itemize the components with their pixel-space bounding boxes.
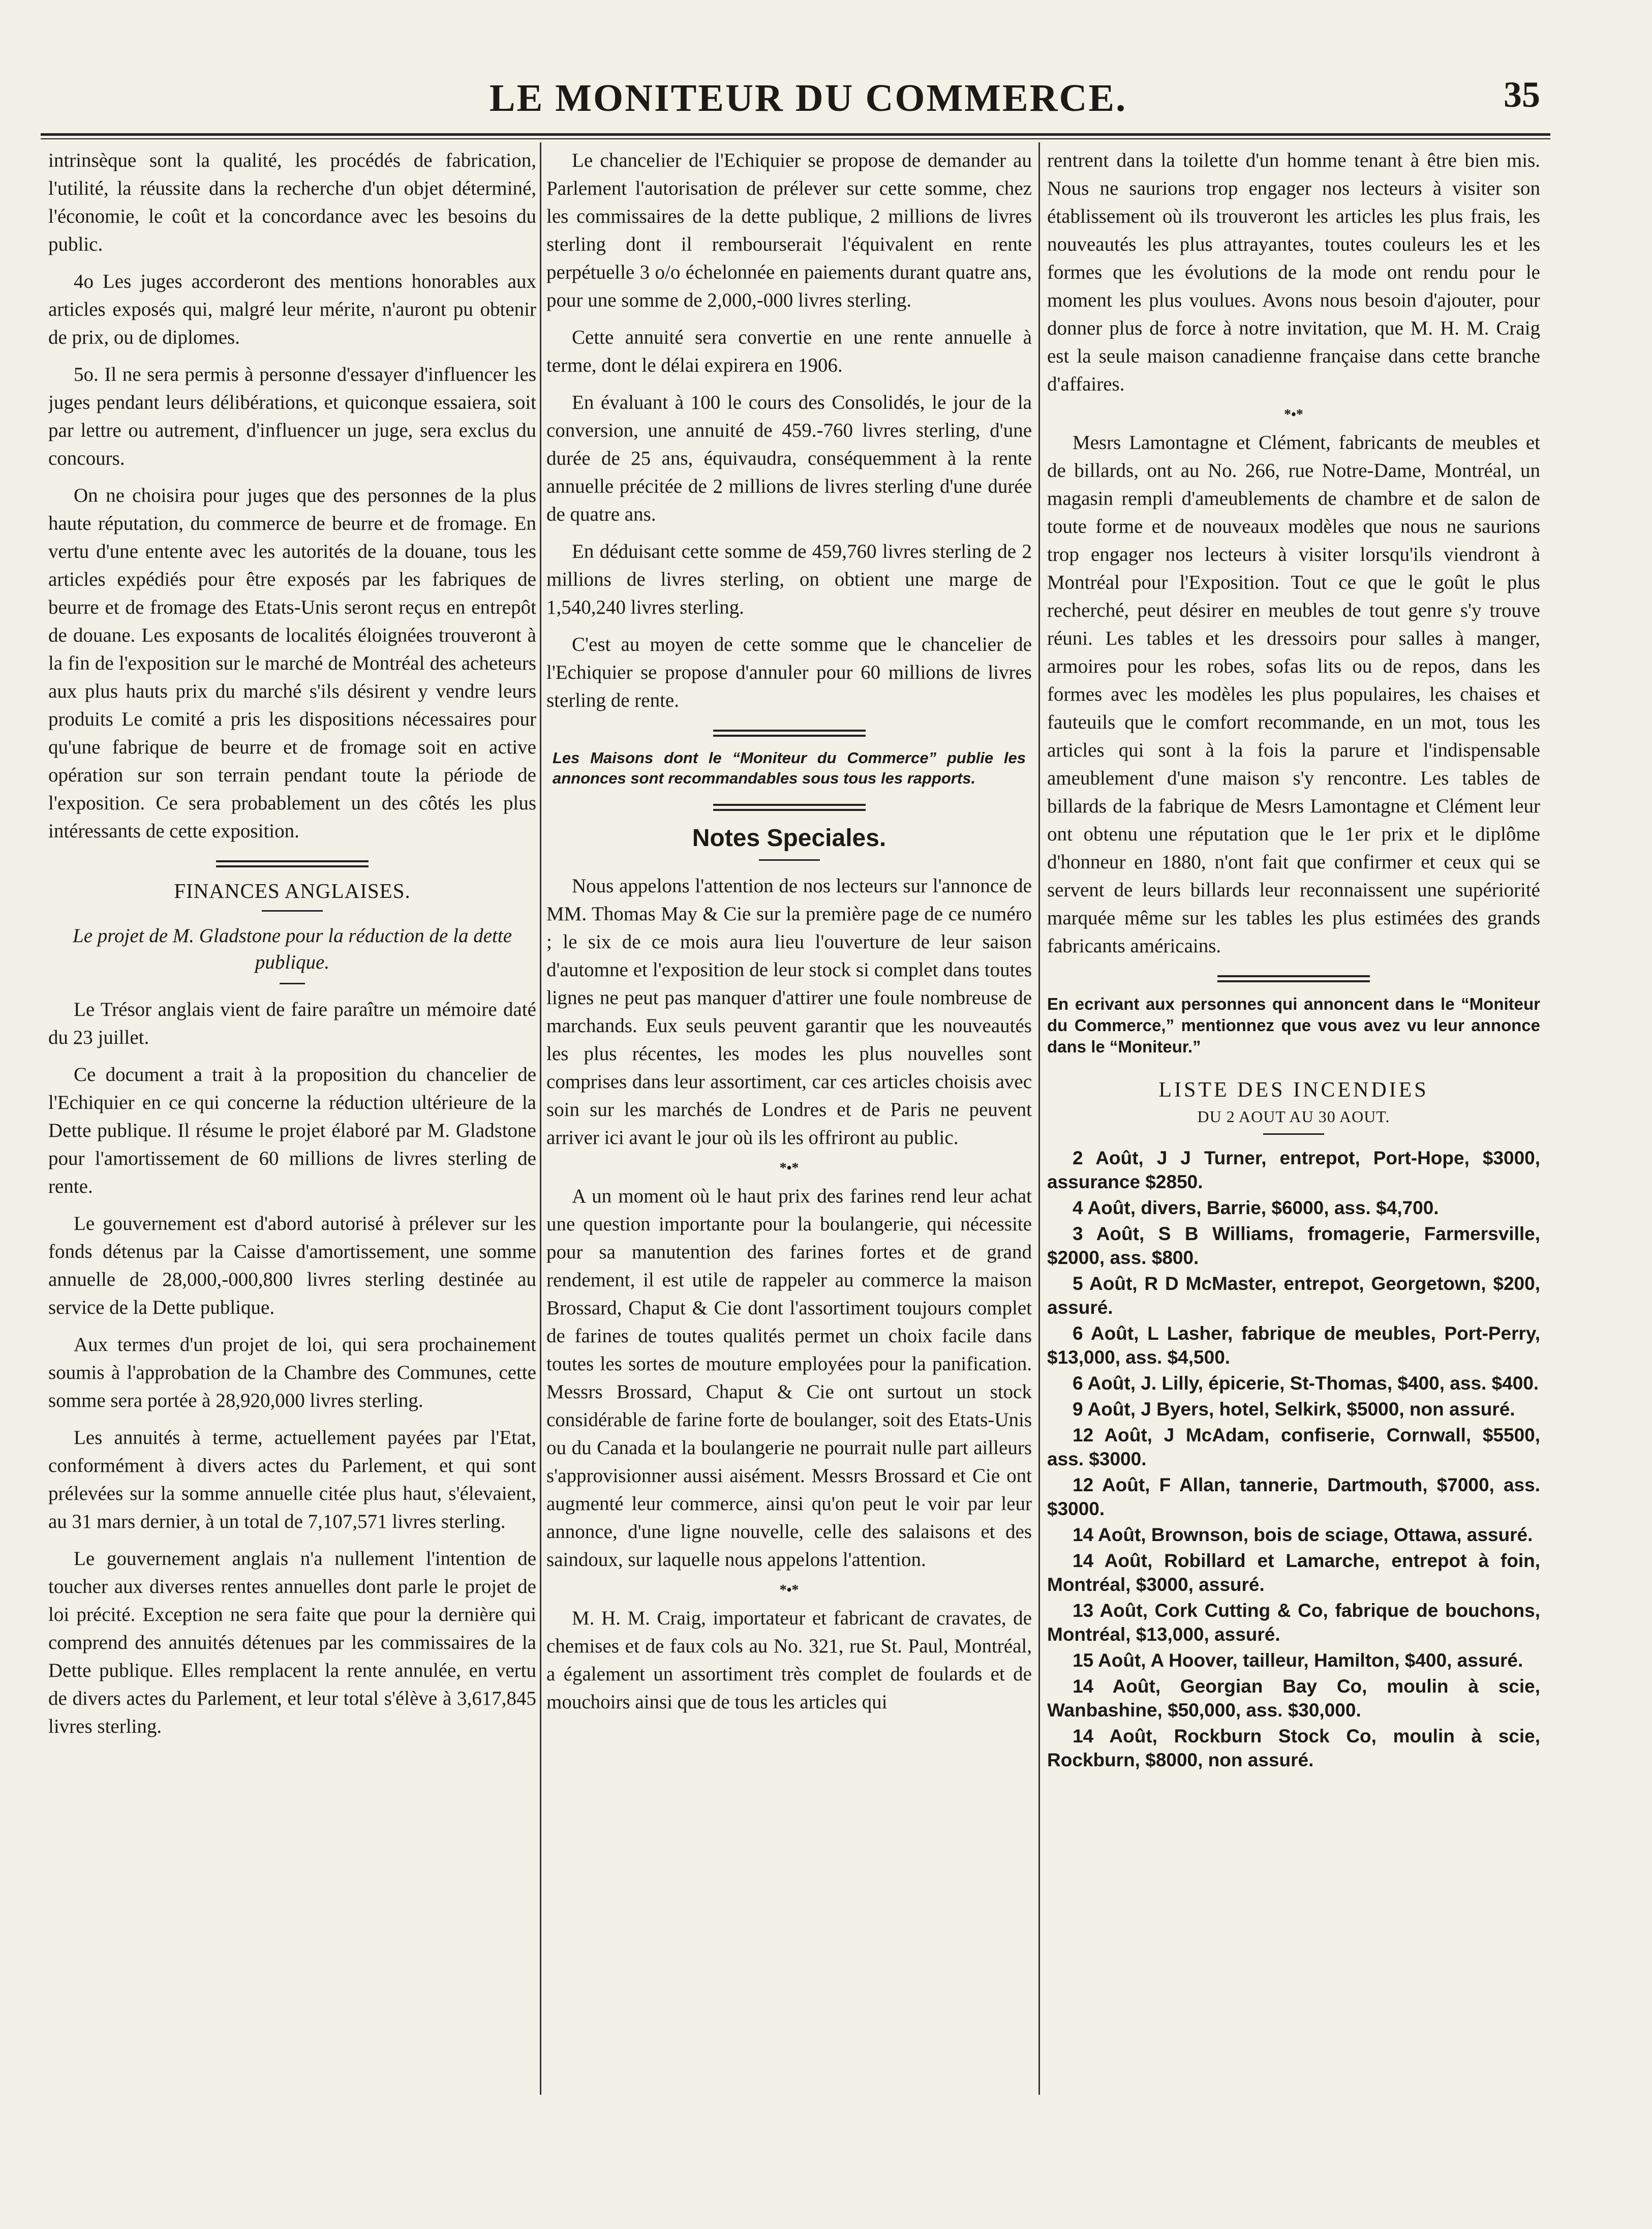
paragraph: Les annuités à terme, actuellement payées par l'Etat, conformément à divers actes du Parlement, et qui sont prélevées sur la somme annuelle citée plus haut, s'élevaient, au 31 mars dernier, à un total de 7,107,571 livres sterling. [48, 1427, 536, 1532]
paragraph: Aux termes d'un projet de loi, qui sera prochainement soumis à l'approbation de la Chambre des Communes, cette somme sera portée à 28,920,000 livres sterling. [48, 1334, 536, 1411]
paragraph: Le Trésor anglais vient de faire paraître un mémoire daté du 23 juillet. [48, 999, 536, 1048]
header-rule [41, 133, 1550, 136]
list-item: 12 Août, F Allan, tannerie, Dartmouth, $7000, ass. $3000. [1047, 1474, 1540, 1519]
fire-list-heading: LISTE DES INCENDIES [1158, 1078, 1429, 1102]
fire-list-dates: DU 2 AOUT AU 30 AOUT. [1197, 1107, 1390, 1126]
column-divider [1038, 142, 1040, 2095]
fire-list [1047, 1146, 1540, 1772]
paragraph: On ne choisira pour juges que des personnes de la plus haute réputation, du commerce de beurre et de fromage. En vertu d'une entente avec les autorités de la douane, tous les articles expédiés pour être exposés par les fabriques de beurre et de fromage des Etats-Unis seront reçus en entrepôt de douane. Les exposants de localités éloignées trouveront à la fin de l'exposition sur le marché de Montréal des acheteurs aux plus hauts prix du marché s'ils désirent y vendre leurs produits Le comité a pris les dispositions nécessaires pour qu'une fabrique de beurre et de fromage soit en active opération sur son terrain pendant toute la période de l'exposition. Ce sera probablement un des côtés les plus intéressants de cette exposition. [48, 485, 536, 842]
list-item: 3 Août, S B Williams, fromagerie, Farmersville, $2000, ass. $800. [1047, 1223, 1540, 1268]
paragraph: Le chancelier de l'Echiquier se propose de demander au Parlement l'autorisation de prélever sur cette somme, chez les commissaires de la dette publique, 2 millions de livres sterling dont il rembourserait l'équivalent en rente perpétuelle 3 o/o échelonnée en paiements durant quatre ans, pour une somme de 2,000,-000 livres sterling. [546, 149, 1032, 311]
paragraph: En évaluant à 100 le cours des Consolidés, le jour de la conversion, une annuité de 459.-760 livres sterling, d'une durée de 25 ans, équivaudra, conséquemment à la rente annuelle précitée de 2 millions de livres sterling d'une durée de quatre ans. [546, 391, 1032, 525]
list-item: 5 Août, R D McMaster, entrepot, Georgetown, $200, assuré. [1047, 1273, 1540, 1318]
short-rule [1263, 1133, 1324, 1135]
article-heading: FINANCES ANGLAISES. [174, 879, 411, 902]
paragraph: 5o. Il ne sera permis à personne d'essayer d'influencer les juges pendant leurs délibérations, et quiconque essaiera, soit par lettre ou autrement, d'influencer un juge, sera exclus du concours. [48, 364, 536, 469]
separator-stars: *•* [779, 1160, 799, 1176]
list-item: 12 Août, J McAdam, confiserie, Cornwall, $5500, ass. $3000. [1047, 1425, 1540, 1469]
list-item: 6 Août, J. Lilly, épicerie, St-Thomas, $400, ass. $400. [1073, 1373, 1539, 1394]
list-item: 6 Août, L Lasher, fabrique de meubles, Port-Perry, $13,000, ass. $4,500. [1047, 1323, 1540, 1368]
section-rule [713, 730, 866, 737]
paragraph: Ce document a trait à la proposition du chancelier de l'Echiquier en ce qui concerne la réduction ultérieure de la Dette publique. Il résume le projet élaboré par M. Gladstone pour l'amortissement de 60 millions de livres sterling de rente. [48, 1064, 536, 1197]
paragraph: En déduisant cette somme de 459,760 livres sterling de 2 millions de livres sterling, on obtient une marge de 1,540,240 livres sterling. [546, 540, 1032, 618]
column-divider [540, 142, 541, 2095]
paragraph: Le gouvernement est d'abord autorisé à prélever sur les fonds détenus par la Caisse d'amortissement, une somme annuelle de 28,000,-000,800 livres sterling destinée au service de la Dette publique. [48, 1213, 536, 1318]
paragraph: intrinsèque sont la qualité, les procédés de fabrication, l'utilité, la réussite dans la recherche d'un objet déterminé, l'économie, le coût et la concordance avec les besoins du public. [48, 149, 536, 255]
separator-stars: *•* [1284, 407, 1303, 423]
paragraph: Le gouvernement anglais n'a nullement l'intention de toucher aux diverses rentes annuelles dont parle le projet de loi précité. Exception ne sera faite que pour la dernière qui comprend des annuités détenues par les commissaires de la Dette publique. Elles remplacent la rente annulée, en vertu de divers actes du Parlement, et leur total s'élève à 3,617,845 livres sterling. [48, 1548, 536, 1737]
section-rule [1217, 975, 1370, 982]
section-rule [713, 804, 866, 811]
paragraph: Nous appelons l'attention de nos lecteurs sur l'annonce de MM. Thomas May & Cie sur la première page de ce numéro ; le six de ce mois aura lieu l'ouverture de leur saison d'automne et l'exposition de leur stock si complet dans toutes lignes ne peut pas manquer d'attirer une foule nombreuse de marchands. Eux seuls peuvent garantir que les nouveautés les plus récentes, les modes les plus nouvelles sont comprises dans leur assortiment, car ces articles choisis avec soin sur les marchés de Londres et de Paris ne peuvent arriver ici avant le jour où ils les offriront au public. [546, 875, 1032, 1149]
column-3 [1047, 146, 1540, 2198]
paragraph: A un moment où le haut prix des farines rend leur achat une question importante pour la boulangerie, qui nécessite pour sa manutention des farines fortes et de grand rendement, il est utile de rappeler au commerce la maison Brossard, Chaput & Cie dont l'assortiment toujours complet de farines de toutes qualités permet un choix facile dans toutes les sortes de mouture employées pour la panification. Messrs Brossard, Chaput & Cie ont surtout un stock considérable de farine forte de boulanger, soit des Etats-Unis ou du Canada et la boulangerie ne pourrait nulle part ailleurs s'approvisionner aussi aisément. Messrs Brossard et Cie ont augmenté leur commerce, ainsi qu'on peut le voir par leur annonce, d'une ligne nouvelle, celle des salaisons et des saindoux, sur laquelle nous appelons l'attention. [546, 1185, 1032, 1571]
newspaper-title: LE MONITEUR DU COMMERCE. [489, 77, 1127, 119]
section-rule [216, 860, 369, 867]
short-rule [759, 859, 820, 861]
short-rule [262, 910, 323, 912]
list-item: 9 Août, J Byers, hotel, Selkirk, $5000, non assuré. [1073, 1399, 1515, 1420]
recommendation-notice: Les Maisons dont le “Moniteur du Commerce” publie les annonces sont recommandables sous tous les rapports. [553, 749, 1026, 787]
list-item: 14 Août, Rockburn Stock Co, moulin à scie, Rockburn, $8000, non assuré. [1047, 1726, 1540, 1770]
column-1 [48, 146, 536, 2198]
list-item: 2 Août, J J Turner, entrepot, Port-Hope, $3000, assurance $2850. [1047, 1148, 1540, 1192]
list-item: 14 Août, Georgian Bay Co, moulin à scie, Wanbashine, $50,000, ass. $30,000. [1047, 1676, 1540, 1721]
list-item: 15 Août, A Hoover, tailleur, Hamilton, $400, assuré. [1073, 1650, 1523, 1671]
notes-heading: Notes Speciales. [692, 825, 886, 852]
masthead [41, 76, 1576, 135]
list-item: 14 Août, Robillard et Lamarche, entrepot à foin, Montréal, $3000, assuré. [1047, 1550, 1540, 1595]
column-2 [546, 146, 1032, 2198]
short-rule [280, 983, 305, 984]
advertiser-notice: En ecrivant aux personnes qui annoncent dans le “Moniteur du Commerce,” mentionnez que vous avez vu leur annonce dans le “Moniteur.” [1047, 995, 1540, 1056]
header-rule-thin [41, 138, 1550, 139]
article-subheading: Le projet de M. Gladstone pour la réduction de la dette publique. [73, 925, 512, 973]
paragraph: Cette annuité sera convertie en une rente annuelle à terme, dont le délai expirera en 1906. [546, 326, 1032, 376]
paragraph: C'est au moyen de cette somme que le chancelier de l'Echiquier se propose d'annuler pour 60 millions de livres sterling de rente. [546, 634, 1032, 711]
list-item: 4 Août, divers, Barrie, $6000, ass. $4,700. [1073, 1197, 1439, 1218]
paragraph: 4o Les juges accorderont des mentions honorables aux articles exposés qui, malgré leur mérite, n'auront pu obtenir de prix, ou de diplomes. [48, 270, 536, 348]
paragraph: Mesrs Lamontagne et Clément, fabricants de meubles et de billards, ont au No. 266, rue Notre-Dame, Montréal, un magasin rempli d'ameublements de chambre et de salon de toute forme et de nouveaux modèles que nous ne saurions trop engager nos lecteurs à visiter lorsqu'ils viendront à Montréal pour l'Exposition. Tout ce que le goût le plus recherché, peut désirer en meubles de tout genre s'y trouve réuni. Les tables et les dressoirs pour salles à manger, armoires pour les robes, sofas lits ou de repos, dans les formes avec les modèles les plus populaires, les chaises et fauteuils que le comfort recommande, en un mot, tous les articles qui sont à la fois la parure et l'indispensable ameublement d'une maison s'y rencontre. Les tables de billards de la fabrique de Mesrs Lamontagne et Clément leur ont obtenu une réputation que le 1er prix et le diplôme d'honneur en 1880, n'ont fait que confirmer et ceux qui se servent de leurs billards leur reconnaissent une supériorité marquée même sur les tables les plus estimées des grands fabricants américains. [1047, 432, 1540, 957]
list-item: 13 Août, Cork Cutting & Co, fabrique de bouchons, Montréal, $13,000, assuré. [1047, 1600, 1540, 1645]
paragraph: M. H. M. Craig, importateur et fabricant de cravates, de chemises et de faux cols au No. 321, rue St. Paul, Montréal, a également un assortiment très complet de foulards et de mouchoirs ainsi que de tous les articles qui [546, 1607, 1032, 1713]
separator-stars: *•* [779, 1582, 799, 1598]
page-number: 35 [1504, 74, 1540, 115]
list-item: 14 Août, Brownson, bois de sciage, Ottawa, assuré. [1073, 1524, 1533, 1545]
paragraph: rentrent dans la toilette d'un homme tenant à être bien mis. Nous ne saurions trop engager nos lecteurs à visiter son établissement où ils trouveront les articles les plus frais, les nouveautés les plus attrayantes, toutes couleurs les et les formes que les évolutions de la mode ont rendu pour le moment les plus voulues. Avons nous besoin d'ajouter, pour donner plus de force à notre invitation, que M. H. M. Craig est la seule maison canadienne française dans cette branche d'affaires. [1047, 149, 1540, 395]
